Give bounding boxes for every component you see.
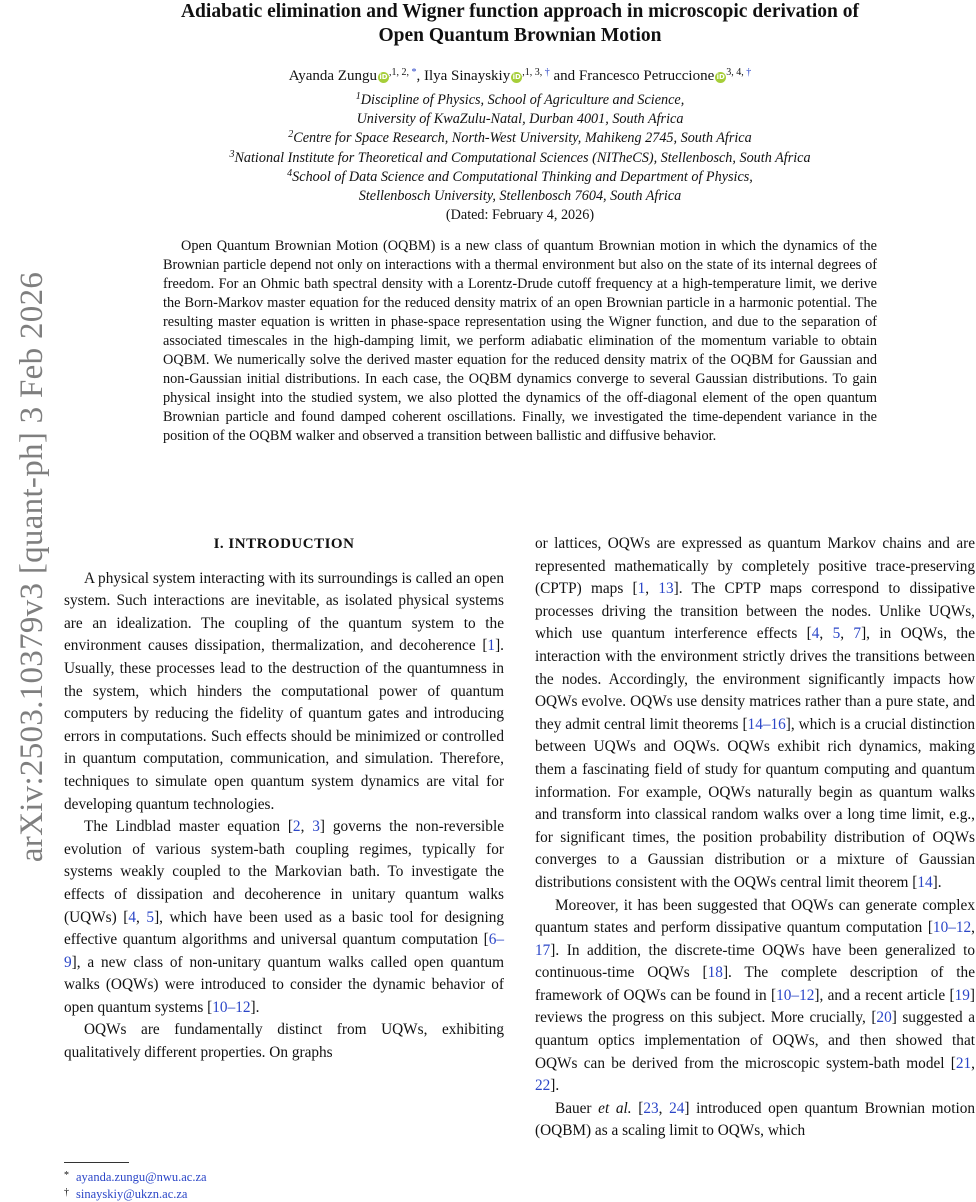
citation-link[interactable]: 10–12: [776, 986, 815, 1004]
citation-link[interactable]: 3: [312, 818, 320, 836]
citation-link[interactable]: 14–16: [747, 715, 786, 733]
text-run: ]. The complete description of the framework of OQWs can be found in [: [535, 964, 975, 1004]
affiliation-line: $^1$Discipline of Physics, School of Agriculture and Science,: [355, 91, 685, 108]
email-link[interactable]: sinayskiy@ukzn.ac.za: [76, 1187, 188, 1201]
left-paragraph: [64, 568, 504, 817]
text-run: ]. The CPTP maps correspond to dissipative processes driving the transition between the nodes. Unlike UQWs, which use quantum interference effects [: [535, 580, 975, 643]
author-1-name: Ayanda Zungu: [288, 68, 377, 84]
citation-link[interactable]: 1: [637, 580, 646, 598]
abstract: Open Quantum Brownian Motion (OQBM) is a new class of quantum Brownian motion in which the dynamics of the Brownian particle depend not only on interactions with a thermal environment but also on the state of its internal degrees of freedom. For an Ohmic bath spectral density with a Lorentz-Drude cutoff frequency at a high-temperature limit, we derive the Born-Markov master equation for the reduced density matrix of an open Brownian particle in a harmonic potential. The resulting master equation is written in phase-space representation using the Wigner function, and due to the separation of associated timescales in the high-damping limit, we perform adiabatic elimination of the momentum variable to obtain OQBM. We numerically solve the derived master equation for the reduced density matrix of the OQBM for Gaussian and non-Gaussian initial distributions. In each case, the OQBM dynamics converge to several Gaussian distributions. To gain physical insight into the studied system, we also plotted the dynamics of the off-diagonal element of the open quantum Brownian particle and found damped coherent oscillations. Finally, we investigated the time-dependent variance in the position of the OQBM walker and observed a transition between ballistic and diffusive behavior.: [163, 238, 877, 444]
author-3-footnote-mark[interactable]: †: [743, 67, 752, 78]
footnotes: [64, 1168, 504, 1202]
right-paragraph: [535, 895, 975, 1098]
citation-link[interactable]: 21: [955, 1054, 972, 1072]
affiliation-line: $^3$National Institute for Theoretical and Computational Sciences (NITheCS), Stellenbosch, South Africa: [229, 148, 811, 166]
text-run: ] introduced open quantum Brownian motion (OQBM) as a scaling limit to OQWs, which: [535, 1099, 975, 1140]
right-paragraph: [535, 1098, 975, 1143]
text-run: [: [631, 1099, 644, 1117]
italic-text: et al.: [598, 1099, 632, 1117]
author-3-affiliation-numbers: 3, 4,: [726, 67, 744, 78]
author-separator: ,: [416, 68, 424, 84]
title-line-2: Open Quantum Brownian Motion: [378, 25, 662, 46]
author-2-footnote-mark[interactable]: †: [542, 67, 550, 78]
text-run: ].: [250, 998, 260, 1016]
title-line-1: Adiabatic elimination and Wigner function approach in microscopic derivation of: [180, 1, 860, 22]
author-1-affiliation-numbers: ,1, 2,: [388, 67, 409, 78]
citation-link[interactable]: 1: [487, 637, 496, 655]
author-list: [70, 66, 970, 86]
footnote-mark: †: [64, 1187, 69, 1198]
affiliation-line: Stellenbosch University, Stellenbosch 7604, South Africa: [358, 188, 682, 205]
citation-link[interactable]: 22: [535, 1077, 551, 1095]
citation-link[interactable]: 18: [707, 964, 723, 982]
text-run: ,: [819, 625, 833, 643]
citation-link[interactable]: 5: [146, 908, 155, 926]
orcid-icon[interactable]: iD: [379, 73, 388, 81]
text-run: ,: [645, 580, 659, 598]
author-2-name: Ilya Sinayskiy: [423, 68, 511, 84]
text-run: ].: [550, 1077, 560, 1095]
citation-link[interactable]: 10–12: [932, 919, 972, 937]
text-run: A physical system interacting with its surroundings is called an open system. Such interactions are inevitable, as isolated physical systems are an idealization. The coupling of the quantum system to the environment causes dissipation, thermalization, and decoherence [: [64, 569, 504, 655]
footnote-mark: *: [64, 1170, 69, 1181]
text-run: ] suggested a quantum optics implementation of OQWs, and then showed that OQWs can be derived from the microscopic system-bath model [: [535, 1009, 975, 1072]
citation-link[interactable]: 7: [853, 625, 862, 643]
text-run: ,: [971, 1054, 975, 1072]
text-run: ].: [932, 873, 942, 891]
left-column-paragraphs: [64, 568, 504, 1065]
text-run: ,: [840, 625, 854, 643]
citation-link[interactable]: 4: [811, 625, 820, 643]
text-run: ], which have been used as a basic tool for designing effective quantum algorithms and universal quantum computation [: [64, 908, 504, 949]
text-run: ]. Usually, these processes lead to the destruction of the quantumness in the system, which hinders the computational power of quantum computers by reducing the fidelity of quantum gates and introducing errors in computations. Such effects should be minimized or controlled in quantum computation, communication, and simulation. Therefore, techniques to simulate open quantum system dynamics are vital for developing quantum technologies.: [64, 637, 504, 813]
affiliation-line: $^4$School of Data Science and Computational Thinking and Department of Physics,: [287, 167, 753, 185]
citation-link[interactable]: 2: [292, 818, 301, 836]
text-run: ] governs the non-reversible evolution of various system-bath coupling regimes, typically for systems weakly coupled to the Markovian bath. To investigate the effects of dissipation and decoherence in unitary quantum walks (UQWs) [: [64, 818, 504, 926]
orcid-icon[interactable]: iD: [512, 73, 521, 81]
text-run: ,: [136, 908, 147, 926]
author-3-name: Francesco Petruccione: [578, 68, 715, 84]
text-run: Moreover, it has been suggested that OQWs can generate complex quantum states and perform dissipative quantum computation [: [535, 896, 975, 937]
text-run: ] reviews the progress on this subject. More crucially, [: [535, 986, 975, 1027]
citation-link[interactable]: 24: [669, 1099, 685, 1117]
citation-link[interactable]: 4: [128, 908, 136, 926]
citation-link[interactable]: 17: [535, 941, 551, 959]
affiliation-line: $^2$Centre for Space Research, North-West University, Mahikeng 2745, South Africa: [288, 129, 752, 147]
text-run: The Lindblad master equation [: [84, 818, 293, 836]
footnote-divider: [64, 1162, 129, 1163]
citation-link[interactable]: 14: [917, 873, 933, 891]
orcid-icon[interactable]: iD: [716, 73, 725, 81]
email-link[interactable]: ayanda.zungu@nwu.ac.za: [76, 1170, 207, 1184]
left-paragraph: [64, 1019, 504, 1064]
text-run: ], a new class of non-unitary quantum walks called open quantum walks (OQWs) were introduced to consider the dynamic behavior of open quantum systems [: [64, 953, 504, 1016]
citation-link[interactable]: 19: [954, 986, 970, 1004]
left-paragraph: [64, 816, 504, 1019]
citation-link[interactable]: 6–9: [64, 931, 504, 971]
text-run: ,: [300, 818, 313, 836]
right-column-paragraphs: [535, 533, 975, 1143]
text-run: Bauer: [555, 1099, 599, 1117]
footnote: [64, 1168, 504, 1185]
text-run: ], and a recent article [: [814, 986, 955, 1004]
text-run: ], in OQWs, the interaction with the environment strictly drives the transitions between the nodes. Accordingly, the environment significantly impacts how OQWs evolve. OQWs use density matrices rather than a pure state, and they admit central limit theorems [: [535, 625, 975, 733]
text-run: ], which is a crucial distinction between UQWs and OQWs. OQWs exhibit rich dynamics, making them a fascinating field of study for quantum computing and quantum information. For example, OQWs naturally begin as quantum walks and transform into classical random walks over a long time limit, e.g., for significant times, the position probability distribution of OQWs converges to a Gaussian distribution or a mixture of Gaussian distributions consistent with the OQWs central limit theorem [: [535, 715, 975, 891]
author-separator: and: [549, 68, 579, 84]
arxiv-identifier-stamp: arXiv:2503.10379v3 [quant-ph] 3 Feb 2026: [14, 271, 50, 863]
citation-link[interactable]: 10–12: [212, 998, 251, 1016]
right-paragraph: [535, 533, 975, 895]
citation-link[interactable]: 5: [832, 625, 841, 643]
left-column: [64, 530, 504, 1065]
section-heading-introduction: I. INTRODUCTION: [213, 536, 355, 552]
footnote: [64, 1185, 504, 1202]
author-1-footnote-mark[interactable]: *: [408, 67, 417, 78]
right-column: [535, 533, 975, 1143]
paper-title: [70, 0, 970, 48]
date-line: (Dated: February 4, 2026): [445, 207, 595, 223]
text-run: ,: [971, 919, 975, 937]
text-run: ]. In addition, the discrete-time OQWs have been generalized to continuous-time OQWs [: [535, 941, 975, 982]
affiliation-line: University of KwaZulu-Natal, Durban 4001, South Africa: [356, 111, 684, 128]
author-2-affiliation-numbers: ,1, 3,: [522, 67, 543, 78]
citation-link[interactable]: 13: [658, 580, 674, 598]
citation-link[interactable]: 20: [876, 1009, 892, 1027]
text-run: or lattices, OQWs are expressed as quantum Markov chains and are represented mathematically by completely positive trace-preserving (CPTP) maps [: [535, 535, 975, 598]
affiliations: [70, 91, 970, 206]
text-run: OQWs are fundamentally distinct from UQWs, exhibiting qualitatively different properties. On graphs: [64, 1021, 504, 1062]
text-run: ,: [658, 1099, 670, 1117]
citation-link[interactable]: 23: [643, 1099, 659, 1117]
